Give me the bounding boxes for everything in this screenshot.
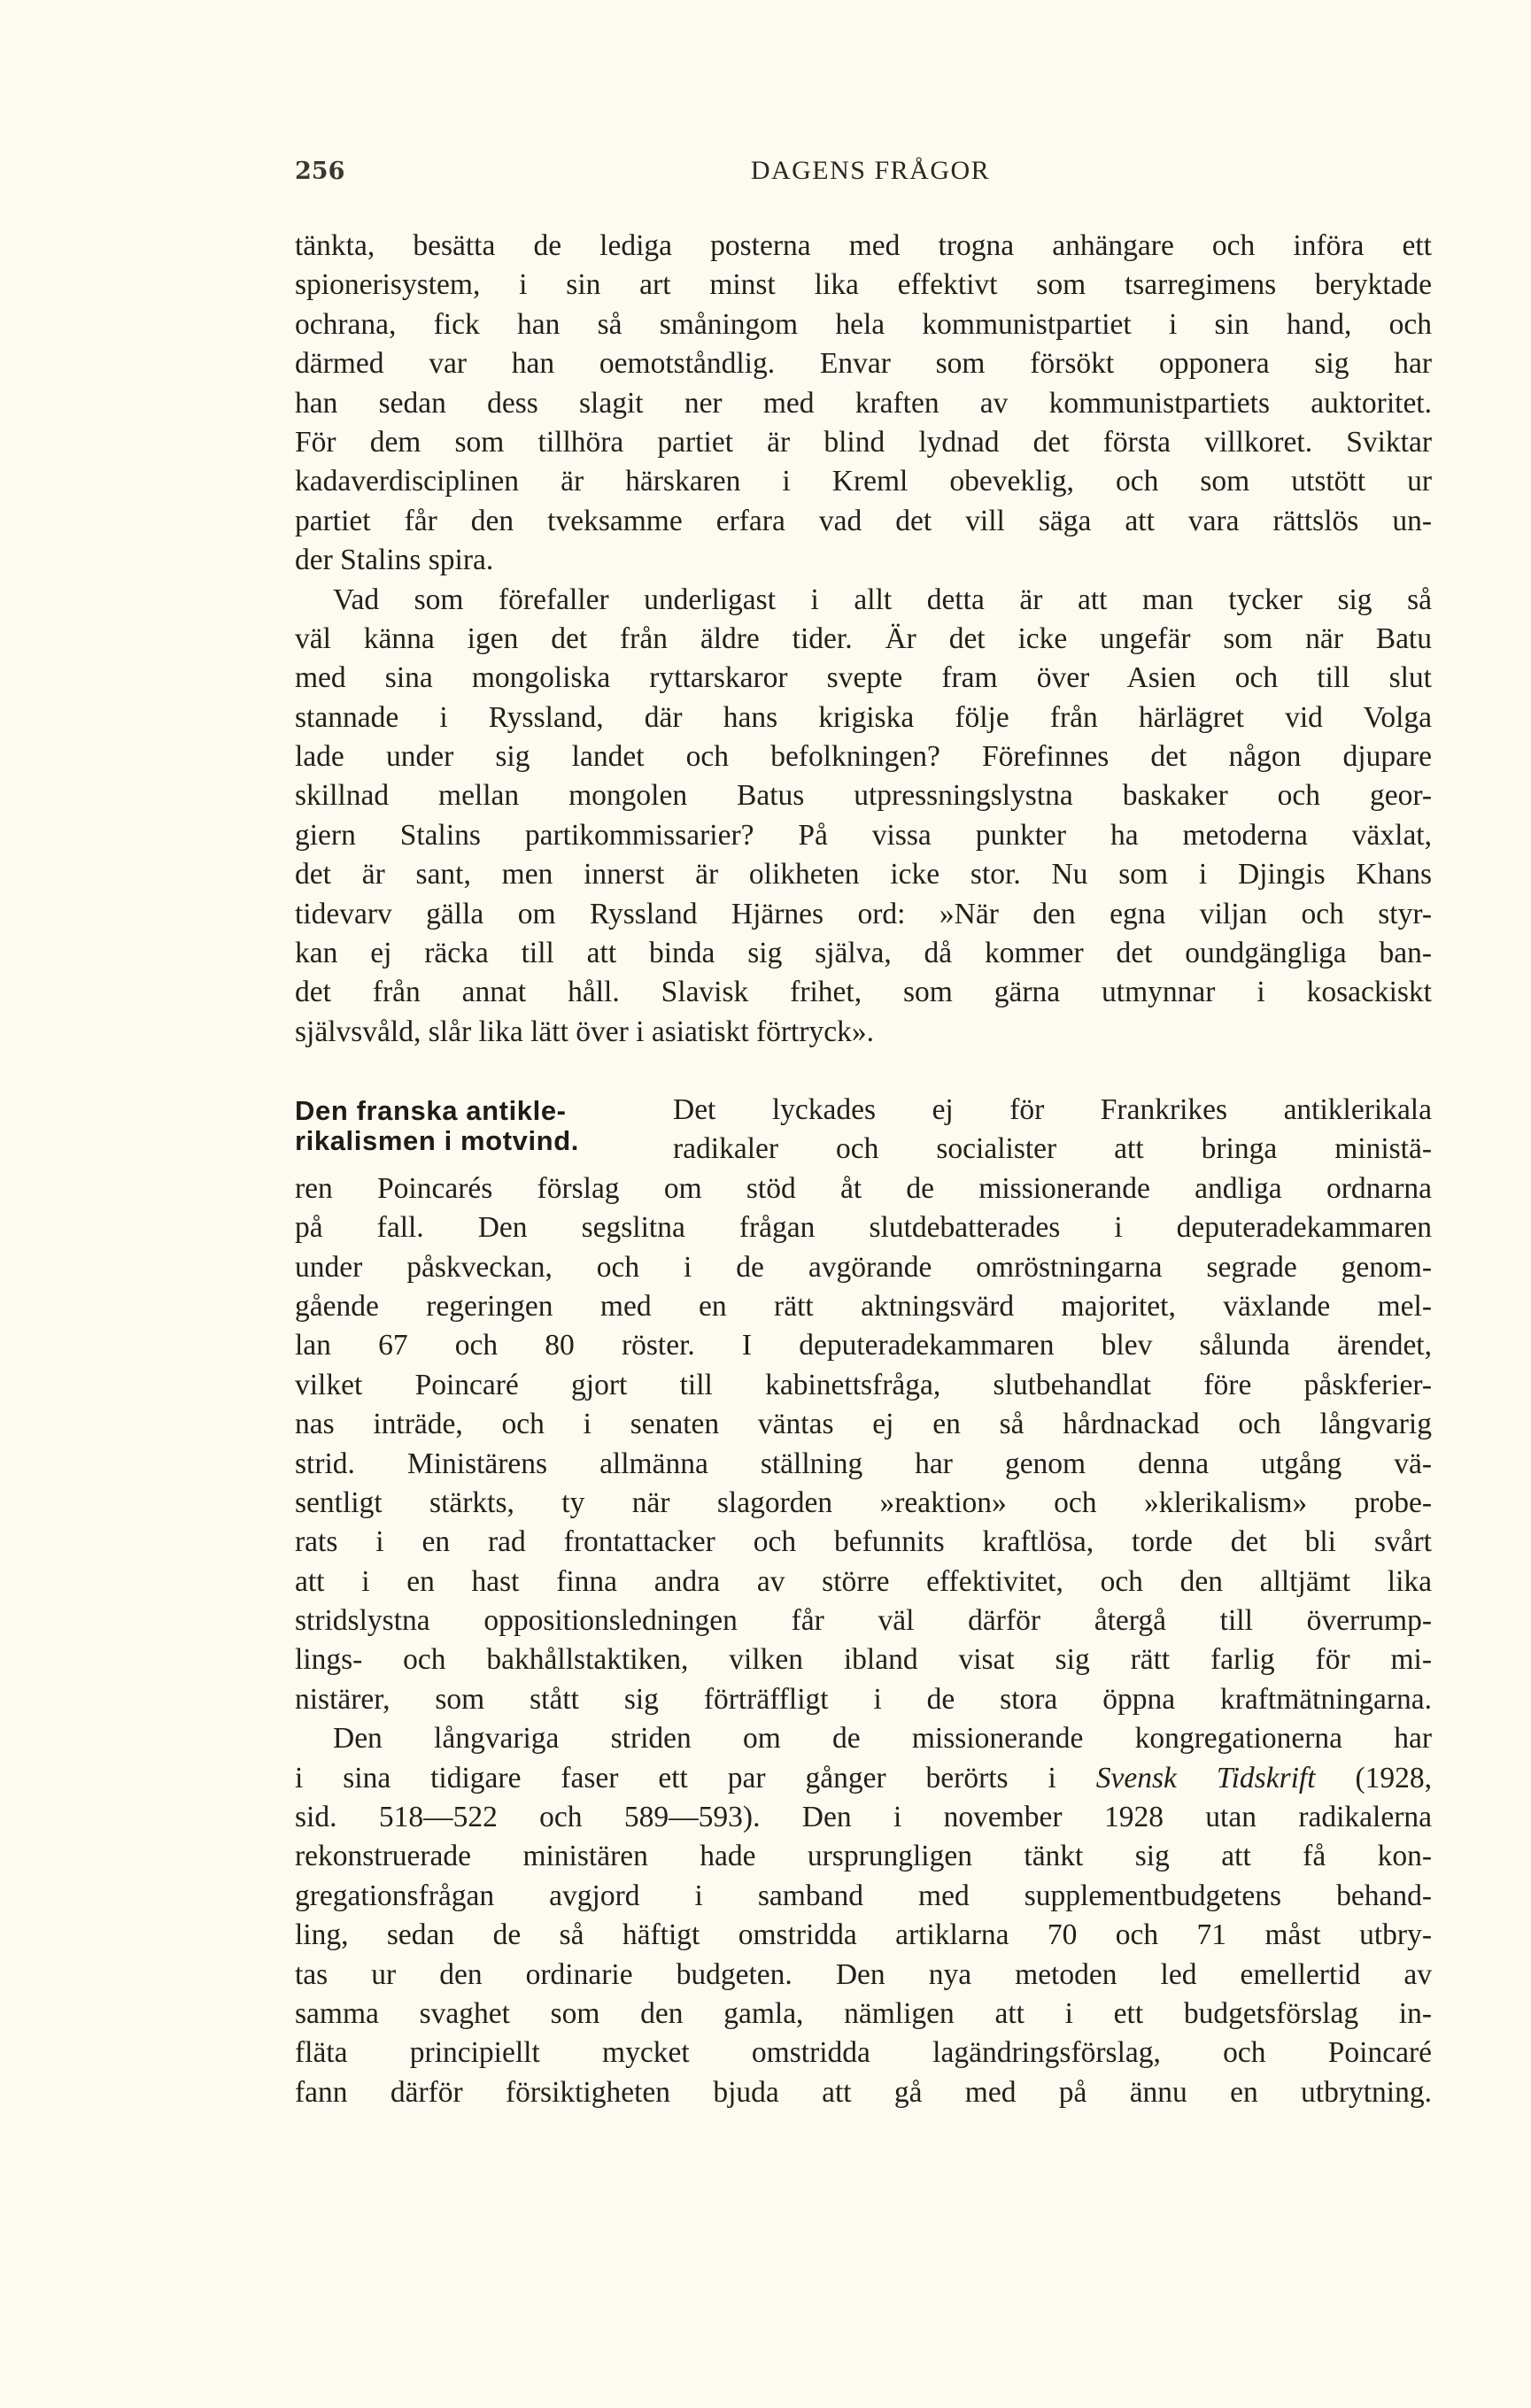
text-fragment: (1928, — [1315, 1761, 1432, 1794]
side-heading — [295, 1091, 645, 1156]
text-line: giern Stalins partikommissarier? På vissa punkter ha metoderna växlat, — [295, 818, 1432, 852]
text-line: kan ej räcka till att binda sig själva, då kommer det oundgängliga ban- — [295, 937, 1432, 970]
running-head — [295, 152, 1432, 191]
text-line: strid. Ministärens allmänna ställning har genom denna utgång vä- — [295, 1447, 1432, 1480]
text-line: radikaler och socialister att bringa ministä- — [673, 1132, 1432, 1166]
text-fragment: i sina tidigare faser ett par gånger berörts i — [295, 1761, 1096, 1794]
text-line: kadaverdisciplinen är härskaren i Kreml obeveklig, och som utstött ur — [295, 465, 1432, 498]
text-line-with-citation — [295, 1759, 1432, 1798]
page-number: 256 — [295, 158, 345, 185]
text-line: ochrana, fick han så småningom hela kommunistpartiet i sin hand, och — [295, 307, 1432, 341]
text-line: gregationsfrågan avgjord i samband med supplementbudgetens behand- — [295, 1879, 1432, 1912]
text-line: vilket Poincaré gjort till kabinettsfråga, slutbehandlat före påskferier- — [295, 1368, 1432, 1401]
running-title: DAGENS FRÅGOR — [750, 156, 991, 185]
text-line: han sedan dess slagit ner med kraften av kommunistpartiets auktoritet. — [295, 386, 1432, 420]
text-line: ren Poincarés förslag om stöd åt de missionerande andliga ordnarna — [295, 1171, 1432, 1205]
text-line: samma svaghet som den gamla, nämligen att i ett budgetsförslag in- — [295, 1996, 1432, 2030]
text-line: tidevarv gälla om Ryssland Hjärnes ord: »När den egna viljan och styr- — [295, 897, 1432, 930]
text-line: lan 67 och 80 röster. I deputeradekammaren blev sålunda ärendet, — [295, 1329, 1432, 1362]
text-line: tänkta, besätta de lediga posterna med trogna anhängare och införa ett — [295, 229, 1432, 262]
text-line: ling, sedan de så häftigt omstridda artiklarna 70 och 71 måst utbry- — [295, 1918, 1432, 1952]
paragraph — [295, 581, 1432, 1053]
text-line: Det lyckades ej för Frankrikes antiklerikala — [673, 1093, 1432, 1126]
text-line: der Stalins spira. — [295, 544, 494, 577]
text-line: Den långvariga striden om de missionerande kongregationerna har — [333, 1722, 1432, 1756]
text-line: stannade i Ryssland, där hans krigiska följe från härlägret vid Volga — [295, 700, 1432, 734]
text-line: självsvåld, slår lika lätt över i asiatiskt förtryck». — [295, 1015, 875, 1048]
paragraph-continuation — [295, 1169, 1432, 1719]
journal-title: Svensk Tidskrift — [1095, 1761, 1316, 1794]
text-line: spionerisystem, i sin art minst lika effektivt som tsarregimens beryktade — [295, 268, 1432, 302]
text-line: tas ur den ordinarie budgeten. Den nya metoden led emellertid av — [295, 1957, 1432, 1991]
text-line: För dem som tillhöra partiet är blind lydnad det första villkoret. Sviktar — [295, 425, 1432, 459]
paragraph — [295, 227, 1432, 581]
book-page — [295, 0, 1432, 2408]
text-line: skillnad mellan mongolen Batus utpressningslystna baskaker och geor- — [295, 779, 1432, 813]
side-heading-line: rikalismen i motvind. — [295, 1125, 579, 1156]
text-line: lings- och bakhållstaktiken, vilken ibland visat sig rätt farlig för mi- — [295, 1643, 1432, 1677]
text-line: på fall. Den segslitna frågan slutdebatterades i deputeradekammaren — [295, 1211, 1432, 1245]
text-line: fann därför försiktigheten bjuda att gå med på ännu en utbrytning. — [295, 2075, 1432, 2109]
text-line: det från annat håll. Slavisk frihet, som gärna utmynnar i kosackiskt — [295, 976, 1432, 1009]
text-line: under påskveckan, och i de avgörande omröstningarna segrade genom- — [295, 1250, 1432, 1284]
paragraph — [295, 1719, 1432, 2112]
text-line: nas inträde, och i senaten väntas ej en så hårdnackad och långvarig — [295, 1408, 1432, 1441]
text-line: rekonstruerade ministären hade ursprungligen tänkt sig att få kon- — [295, 1840, 1432, 1873]
text-line: sid. 518—522 och 589—593). Den i november 1928 utan radikalerna — [295, 1801, 1432, 1834]
text-line: fläta principiellt mycket omstridda lagändringsförslag, och Poincaré — [295, 2036, 1432, 2070]
text-line: sentligt stärkts, ty när slagorden »reaktion» och »klerikalism» probe- — [295, 1486, 1432, 1519]
text-line: Vad som förefaller underligast i allt detta är att man tycker sig så — [333, 583, 1432, 616]
text-line: med sina mongoliska ryttarskaror svepte fram över Asien och till slut — [295, 661, 1432, 695]
text-line: det är sant, men innerst är olikheten icke stor. Nu som i Djingis Khans — [295, 858, 1432, 891]
text-line: att i en hast finna andra av större effektivitet, och den alltjämt lika — [295, 1564, 1432, 1598]
section-stalin-text — [295, 227, 1432, 1052]
text-line: lade under sig landet och befolkningen? Förefinnes det någon djupare — [295, 740, 1432, 774]
text-line: stridslystna oppositionsledningen får väl därför återgå till överrump- — [295, 1604, 1432, 1638]
paragraph — [295, 1091, 1432, 1719]
side-heading-line: Den franska antikle- — [295, 1095, 567, 1126]
text-line: rats i en rad frontattacker och befunnits kraftlösa, torde det bli svårt — [295, 1525, 1432, 1559]
section-french-anticlericalism — [295, 1091, 1432, 2112]
text-line: partiet får den tveksamme erfara vad det vill säga att vara rättslös un- — [295, 504, 1432, 537]
text-line: därmed var han oemotståndlig. Envar som försökt opponera sig har — [295, 347, 1432, 381]
text-line: gående regeringen med en rätt aktningsvärd majoritet, växlande mel- — [295, 1289, 1432, 1323]
text-line: nistärer, som stått sig förträffligt i de stora öppna kraftmätningarna. — [295, 1682, 1432, 1716]
text-line: väl känna igen det från äldre tider. Är det icke ungefär som när Batu — [295, 621, 1432, 655]
